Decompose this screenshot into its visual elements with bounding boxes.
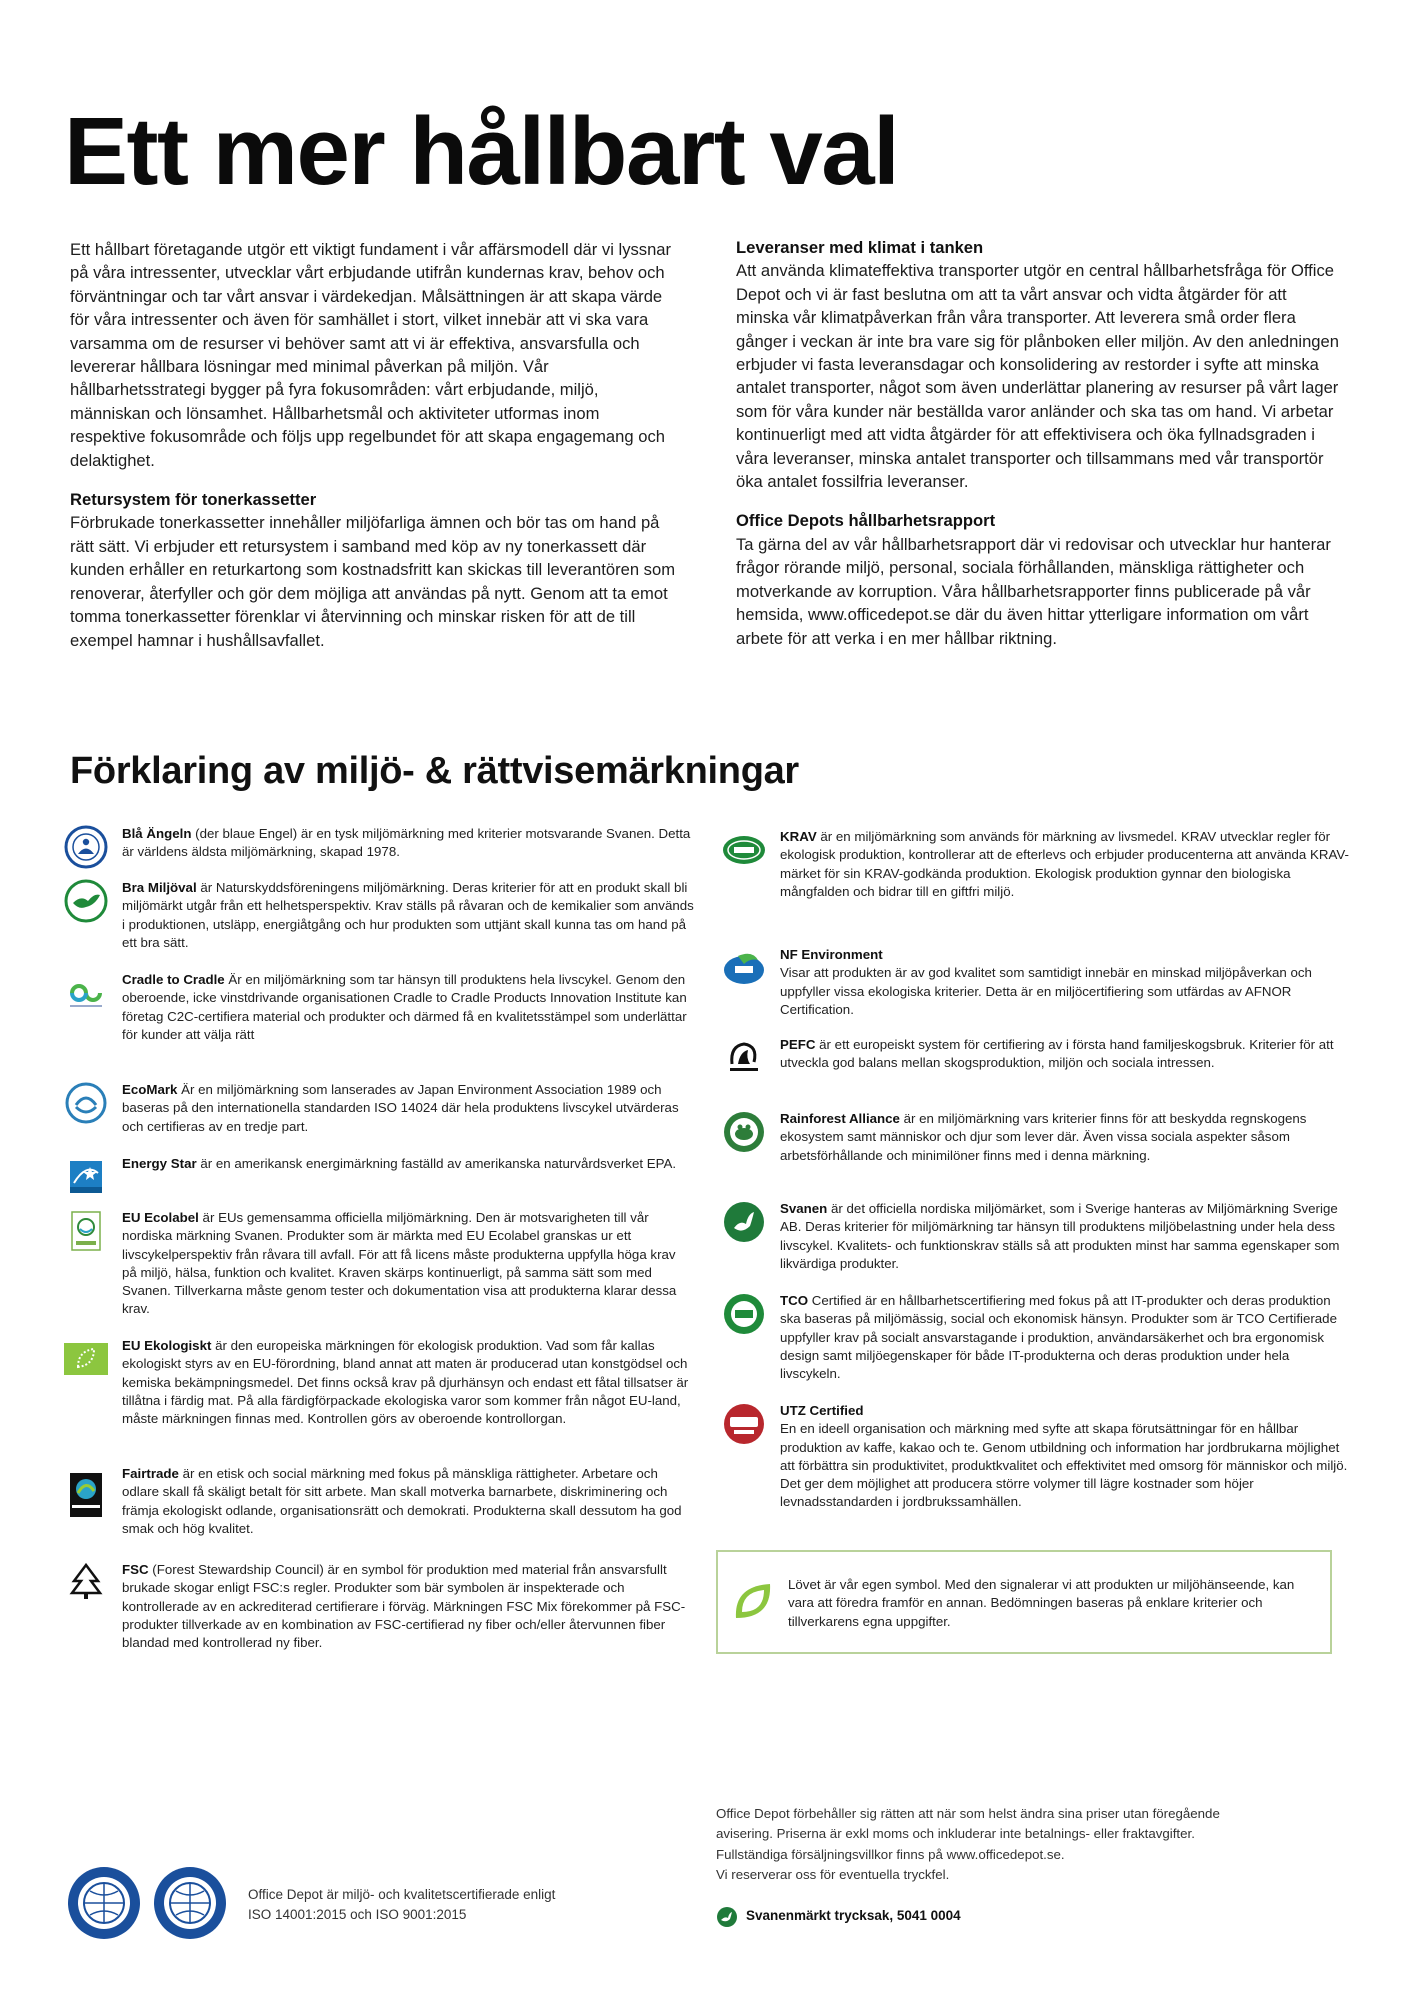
leaf-symbol-box [716,1550,1332,1654]
label-item [722,1200,1350,1273]
certification-statement [248,1885,555,1925]
label-name: EU Ekologiskt [122,1338,212,1353]
eu-ecolabel-icon [64,1209,108,1253]
swan-print-text: Svanenmärkt trycksak, 5041 0004 [746,1908,961,1923]
label-text: är det officiella nordiska miljömärket, som i Sverige hanteras av Miljömärkning Sverige AB. Deras kriterier för miljömärkning tar hänsyn till produktens miljöbelastning under hela dess livscykel. Kvalitets- och funktionskrav ställs så att produkten minst har samma egenskaper som likvärdiga produkter. [780,1201,1340,1271]
label-name: EcoMark [122,1082,178,1097]
label-name: Fairtrade [122,1466,179,1481]
label-text: är den europeiska märkningen för ekologisk produktion. Vad som får kallas ekologiskt styrs av en EU-förordning, bland annat att maten är producerad utan konstgödsel och kemiska bekämpningsmedel. Det finns också krav på djurhänsyn och endast ett fåtal tillsatser är tillåtna i färdig mat. På alla färdigförpackade ekologiska varor som kommer från något EU-land, måste märkningen finnas med. Kontrollen görs av oberoende kontrollorgan. [122,1338,689,1427]
page-title: Ett mer hållbart val [64,98,899,205]
label-item [722,1110,1350,1165]
label-text: En en ideell organisation och märkning med syfte att skapa förutsättningar för en hållbar produktion av kaffe, kakao och te. Genom utbildning och information har jordbrukarna möjlighet att förbättra sin produktivitet, produktkvalitet och effektivitet med omsorg för människor och miljö. Det ger dem möjlighet att producera större volymer till lägre kostnader som höjer levnadsstandarden i jordbrukssamhällen. [780,1421,1348,1510]
label-text: är en miljömärkning som används för märkning av livsmedel. KRAV utvecklar regler för ekologisk produktion, kontrollerar att de efterlevs och erbjuder producenterna att använda KRAV-märket för sin KRAV-godkända produktion. Ekologisk produktion gynnar den biologiska mångfalden och bidrar till en giftfri miljö. [780,829,1349,899]
svanen-small-icon [716,1906,738,1928]
disclaimer-line: Fullständiga försäljningsvillkor finns på www.officedepot.se. [716,1846,1065,1862]
nf-environment-icon [722,946,766,990]
toner-heading: Retursystem för tonerkassetter [70,490,317,510]
intertek-iso-9001-badge-icon [152,1865,228,1941]
leaf-icon [730,1578,776,1624]
tco-certified-icon [722,1292,766,1336]
label-item [64,1155,694,1173]
disclaimer-line: Office Depot förbehåller sig rätten att när som helst ändra sina priser utan föregående [716,1806,1220,1821]
report-paragraph: Ta gärna del av vår hållbarhetsrapport där vi redovisar och utvecklar hur hanterar frågor rörande miljö, personal, sociala förhållanden, mänskliga rättigheter och motverkande av korruption. Våra hållbarhetsrapporter finns publicerade på vår hemsida, www.officedepot.se där du även hittar ytterligare information om vårt arbete för att verka i en mer hållbar riktning. [736,534,1331,648]
label-name: Cradle to Cradle [122,972,225,987]
intertek-iso-14001-badge-icon [66,1865,142,1941]
label-item [722,1292,1350,1383]
label-name: NF Environment [780,947,883,962]
krav-icon [722,828,766,872]
disclaimer-line: Vi reserverar oss för eventuella tryckfel. [716,1866,950,1882]
price-disclaimer [716,1804,1316,1885]
label-text: (der blaue Engel) är en tysk miljömärkning med kriterier motsvarande Svanen. Detta är världens äldsta miljömärkning, skapad 1978. [122,826,691,860]
label-text: är ett europeiskt system för certifiering av i första hand familjeskogsbruk. Kriterier för att utveckla god balans mellan skogsproduktion, miljön och sociala intressen. [780,1037,1334,1071]
fairtrade-icon [64,1465,108,1525]
report-heading: Office Depots hållbarhetsrapport [736,511,996,531]
label-text: Är en miljömärkning som tar hänsyn till produktens hela livscykel. Genom den oberoende, icke vinstdrivande organisationen Cradle to Cradle Products Innovation Institute kan företag C2C-certifiera material och produkter och därmed få en kvalitetsstämpel som underlättar för kunder att välja rätt [122,972,687,1042]
label-item [64,1209,694,1319]
energy-star-icon [64,1155,108,1199]
bra-miljoval-icon [64,879,108,923]
label-text: är en amerikansk energimärkning faställd av amerikanska naturvårdsverket EPA. [196,1156,677,1171]
label-item [64,1561,694,1652]
delivery-paragraph: Att använda klimateffektiva transporter utgör en central hållbarhetsfråga för Office Depot och vi är fast beslutna om att ta vårt ansvar och vidta åtgärder för att minska vår klimatpåverkan från våra transporter. Att leverera små order flera gånger i veckan är inte bra vare sig för plånboken eller miljön. Av den anledningen erbjuder vi fasta leveransdagar och konsolidering av restorder i syfte att minska antalet transporter, något som även underlättar planering av resurser på vårt lager som för våra kunder när beställda varor anländer och ska tas om hand. Vi arbetar kontinuerligt med att vidta åtgärder för att effektivisera och öka fyllnadsgraden i våra leveranser, minska antalet transporter och tillsammans med vår transportör öka antalet fossilfria leveranser. [736,261,1339,492]
ecomark-icon [64,1081,108,1125]
certification-line: ISO 14001:2015 och ISO 9001:2015 [248,1907,467,1922]
toner-paragraph: Förbrukade tonerkassetter innehåller miljöfarliga ämnen och bör tas om hand på rätt sätt. Vi erbjuder ett retursystem i samband med köp av ny tonerkassett där kunden erhåller en returkartong som kostnadsfritt kan skickas till leverantören som renoverar, återfyller och gör dem möjliga att användas på nytt. Genom att ta emot tomma tonerkassetter förenklar vi återvinning och minskar risken för att de till exempel hamnar i hushållsavfallet. [70,513,676,650]
blue-angel-icon [64,825,108,869]
label-item [64,1081,694,1136]
label-item [722,1402,1350,1512]
right-column [736,236,1342,650]
label-item [722,828,1350,901]
label-item [722,946,1350,1019]
leaf-symbol-text: Lövet är vår egen symbol. Med den signalerar vi att produkten ur miljöhänseende, kan vara att föredra framför en annan. Bedömningen baseras på enklare kriterier och tillverkarens egna uppgifter. [788,1577,1295,1629]
left-column [70,238,678,652]
label-text: är EUs gemensamma officiella miljömärkning. Den är motsvarigheten till vår nordiska märkning Svanen. Produkter som är märkta med EU Ecolabel granskas ur ett livscykelperspektiv från råvara till avfall. För att få licens måste produkterna uppfylla höga krav på miljö, hälsa, funktion och kvalitet. Kraven skärps kontinuerligt, på samma sätt som med Svanen. Tillverkarna måste genom tester och dokumentation visa att produkterna klarar dessa krav. [122,1210,677,1317]
label-name: EU Ecolabel [122,1210,199,1225]
label-name: Energy Star [122,1156,197,1171]
label-text: är Naturskyddsföreningens miljömärkning. Deras kriterier för att en produkt skall bli miljömärkt utgår från ett helhetsperspektiv. Krav ställs på råvaran och de kemikalier som används i produktionen, utsläpp, energiåtgång och hur produkten som uttjänt skall kunna tas om hand på ett bra sätt. [122,880,694,950]
label-text: Är en miljömärkning som lanserades av Japan Environment Association 1989 och baseras på den internationella standarden ISO 14024 där hela produktens livscykel utvärderas och certifieras av en tredje part. [122,1082,679,1134]
label-name: Rainforest Alliance [780,1111,900,1126]
label-item [64,879,694,952]
label-text: Visar att produkten är av god kvalitet som samtidigt innebär en minskad miljöpåverkan och uppfyller vissa ekologiska kriterier. Detta är en miljöcertifiering som utfärdas av AFNOR Certification. [780,965,1312,1017]
labels-section-title: Förklaring av miljö- & rättvisemärkningar [70,750,799,792]
rainforest-alliance-frog-icon [722,1110,766,1154]
disclaimer-line: avisering. Priserna är exkl moms och inkluderar inte betalnings- eller fraktavgifter. [716,1826,1195,1842]
label-name: Bra Miljöval [122,880,197,895]
label-item [64,1465,694,1538]
eu-organic-leaf-icon [64,1337,108,1381]
svanen-swan-icon [722,1200,766,1244]
cradle-to-cradle-icon [64,971,108,1015]
fsc-tree-icon [64,1561,108,1605]
label-name: PEFC [780,1037,816,1052]
delivery-heading: Leveranser med klimat i tanken [736,238,984,257]
label-item [64,825,694,862]
label-name: KRAV [780,829,817,844]
certification-line: Office Depot är miljö- och kvalitetscertifierade enligt [248,1887,556,1902]
label-item [722,1036,1350,1073]
label-name: Blå Ängeln [122,826,192,841]
label-name: Svanen [780,1201,828,1216]
utz-certified-icon [722,1402,766,1446]
label-text: är en etisk och social märkning med fokus på mänskliga rättigheter. Arbetare och odlare skall få skäligt betalt för sitt arbete. Man skall motverka barnarbete, diskriminering och främja ekologiskt odlande, organisationsrätt och demokrati. Produkterna skall dessutom ha god smak och hög kvalitet. [122,1466,682,1536]
label-item [64,1337,694,1428]
label-text: (Forest Stewardship Council) är en symbol för produktion med material från ansvarsfullt brukade skogar enligt FSC:s regler. Produkter som bär symbolen är inspekterade och kontrollerade av en ackrediterad certifierare i förväg. Märkningen FSC Mix förekommer på FSC-produkter tillverkade av en kombination av FSC-certifierad ny fiber och/eller återvunnen fiber blandad med kontrollerad ny fiber. [122,1562,686,1651]
label-item [64,971,694,1044]
label-text: Certified är en hållbarhetscertifiering med fokus på att IT-produkter och deras produktion ska baseras på miljömässig, social och ekonomisk hänsyn. Produkter som är TCO Certifierade uppfyller krav på socialt ansvarstagande i produktion, användarsäkerhet och bra ergonomisk design samt miljöegenskaper för både IT-produkterna och deras produktion under hela livscykeln. [780,1293,1337,1382]
label-name: UTZ Certified [780,1403,864,1418]
label-name: TCO [780,1293,809,1308]
label-name: FSC [122,1562,149,1577]
swan-print-mark [716,1906,961,1931]
intro-paragraph: Ett hållbart företagande utgör ett viktigt fundament i vår affärsmodell där vi lyssnar på våra intressenter, utvecklar vårt erbjudande utifrån kundernas krav, behov och förväntningar och tar vårt ansvar i värdekedjan. Målsättningen är att skapa värde för våra intressenter och även för samhället i stort, vilket innebär att vi ska vara varsamma om de resurser vi behöver samt att vi är effektiva, ansvarsfulla och levererar hållbara lösningar med minimal påverkan på miljön. Vår hållbarhetsstrategi bygger på fyra fokusområden: vårt erbjudande, miljö, människan och lönsamhet. Hållbarhetsmål och aktiviteter utformas inom respektive fokusområde och följs upp regelbundet för att skapa engagemang och delaktighet. [70,240,672,470]
label-text: är en miljömärkning vars kriterier finns för att beskydda regnskogens ekosystem samt människor och djur som lever där. Även vissa sociala aspekter såsom arbetsförhållande och minimilöner finns med i denna märkning. [780,1111,1307,1163]
pefc-icon [722,1036,766,1080]
